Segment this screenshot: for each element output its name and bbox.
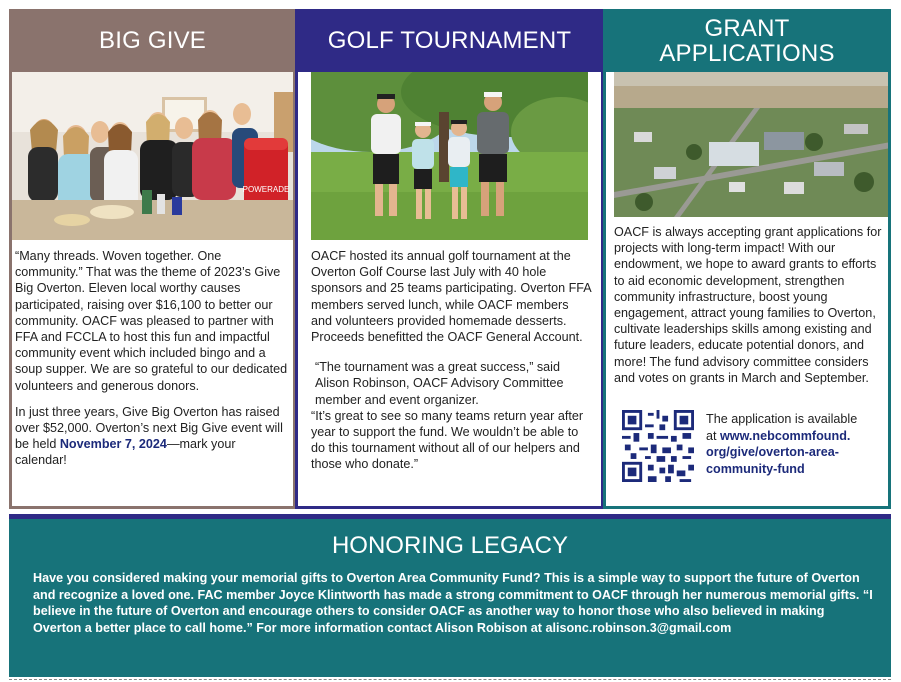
grant-section — [603, 9, 891, 509]
big-give-title: BIG GIVE — [99, 27, 206, 54]
cut-line-divider — [9, 679, 891, 680]
grant-title-line-2: APPLICATIONS — [659, 39, 835, 67]
application-info — [706, 411, 857, 477]
golf-quote-2: “It’s great to see so many teams return year after year to support the fund. We wouldn’t be able to do this tournament without all of our helpers and those who donate.” — [311, 408, 584, 472]
aerial-town-photo — [614, 72, 888, 217]
big-give-body — [15, 248, 288, 479]
grant-title — [603, 9, 891, 72]
big-give-paragraph-1: “Many threads. Woven together. One community.” That was the theme of 2023’s Give Big Overton. Eleven local worthy causes participated, raising over $16,100 to better our community. OACF was pleased to partner with FFA and FCCLA to host this fun and impactful community event which included bingo and a soup supper. We are so grateful to our dedicated volunteers and generous donors. — [15, 249, 288, 393]
big-give-para2-end: —mark your calendar! — [15, 437, 236, 468]
big-give-para2-start: In just three years, Give Big Overton has raised over $52,000. Overton’s next Big Give event will be held — [15, 404, 283, 452]
golf-quote-1: “The tournament was a great success,” said Alison Robinson, OACF Advisory Committee member and event organizer. — [315, 360, 564, 407]
big-give-paragraph-2 — [15, 404, 288, 469]
application-url-prefix: at — [706, 428, 721, 443]
golf-photo — [311, 72, 588, 240]
big-give-panel — [12, 72, 293, 506]
qr-code-icon — [622, 410, 694, 482]
big-give-section — [9, 9, 296, 509]
legacy-top-rule — [9, 514, 891, 519]
application-url-part-2[interactable]: org/give/overton-area- — [706, 445, 839, 460]
grant-paragraph-1: OACF is always accepting grant applications for projects with long-term impact! With our endowment, we hope to award grants to efforts to aid economic development, strengthen community infrastructure, boost young engagement, attract young families to Overton, cultivate leaderships skills among existing and future leaders, educate potential donors, and more! The fund advisory committee considers and votes on grants in March and September. — [614, 225, 882, 385]
honoring-legacy-title: HONORING LEGACY — [331, 532, 569, 559]
golf-section — [295, 9, 604, 509]
application-url-line-1 — [706, 428, 857, 445]
grant-body — [614, 224, 884, 476]
golf-body — [311, 248, 591, 473]
application-available-text: The application is available — [706, 412, 858, 426]
big-give-photo — [12, 72, 293, 240]
golf-paragraph-1: OACF hosted its annual golf tournament at the Overton Golf Course last July with 40 hole sponsors and 25 teams participating. Overton FFA members served lunch, while OACF members and volunteers provided homemade desserts. Proceeds benefitted the OACF General Account. — [311, 249, 592, 345]
application-url-part-1[interactable]: www.nebcommfound. — [720, 428, 851, 443]
grant-title-line-1: GRANT — [704, 14, 790, 42]
honoring-legacy-section — [9, 514, 891, 677]
application-url-part-3[interactable]: community-fund — [706, 461, 805, 476]
cooler-label: POWERADE — [242, 185, 290, 194]
big-give-event-date: November 7, 2024 — [59, 437, 167, 452]
grant-panel — [606, 72, 888, 506]
honoring-legacy-text: Have you considered making your memorial gifts to Overton Area Community Fund? This is a simple way to support the future of Overton and recognize a loved one. FAC member Joyce Klintworth has made a strong commitment to OACF through her numerous memorial gifts. “I believe in the future of Overton and encourage others to consider OACF as another way to honor those who also believed in making Overton a better place to call home.” For more information contact Alison Robison at alisonc.robinson.3@gmail.com — [33, 571, 873, 635]
golf-title: GOLF TOURNAMENT — [327, 27, 572, 54]
golf-panel — [298, 72, 601, 506]
